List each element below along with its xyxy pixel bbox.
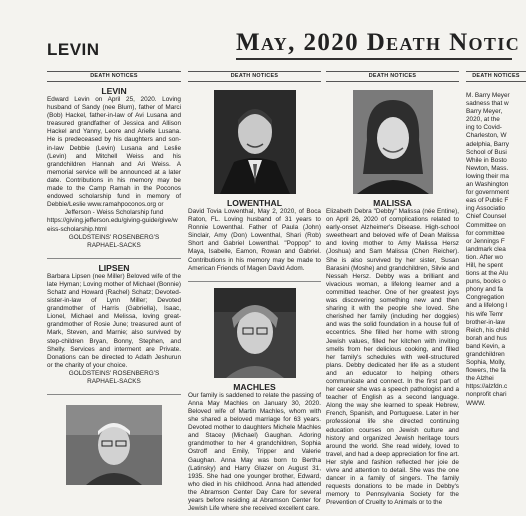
notice-name-maches: MACHLES — [233, 381, 276, 392]
page-title: May, 2020 Death Notic — [236, 29, 521, 56]
text-line: WWW. — [466, 399, 486, 407]
text-line: eas of Public F — [466, 197, 509, 205]
text-line: for government — [466, 189, 509, 197]
text-line: phony and fa — [466, 286, 503, 294]
divider — [188, 281, 321, 282]
notice-text-levin: Edward Levin on April 25, 2020. Loving husband of Sandy (nee Blum), father of Marci (Bob) Hackel, father-in-law of Avi Lusana and treasured grandfather of Jessica and Allison Hackel and Yanny, Leore and Arielle Lusana. He is predeceased by his daughters and son-in-law Debbie (Levin) Lusana and Leslie (Levin) and Mitchell Weiss and his grandchildren Hannah and Ari Weiss. A memorial service will be announced at a later date. Contributions in his memory may be made to the Camp Ramah in the Poconos endowed scholarship fund in memory of Debbie/Leslie www.ramahpoconos.org or — [47, 96, 181, 209]
text-line: M. Barry Meyer — [466, 92, 510, 99]
text-line: tions at the Alu — [466, 270, 508, 278]
text-line: tion. After wo — [466, 253, 503, 261]
text-line: and a lifelong l — [466, 302, 508, 310]
text-line: band Kevin, a — [466, 342, 506, 350]
column-4 — [466, 71, 526, 516]
title-rule — [236, 58, 512, 60]
text-line: borah and hus — [466, 334, 507, 342]
text-line: 2020, at the — [466, 116, 500, 124]
text-line: sadness that w — [466, 100, 509, 108]
section-label: LEVIN — [47, 40, 100, 59]
text-line: ing to Covid- — [466, 124, 502, 132]
notice-name-malissa: MALISSA — [373, 198, 412, 208]
text-line: Congregation — [466, 294, 505, 302]
column-header: DEATH NOTICES — [466, 71, 526, 82]
text-line: Chief Counsel — [466, 213, 507, 221]
column-header: DEATH NOTICES — [326, 71, 459, 82]
text-line: Hill, he spent — [466, 261, 503, 269]
text-line: School of Busi — [466, 148, 507, 156]
column-header: DEATH NOTICES — [47, 71, 181, 82]
text-line: Committee on — [466, 221, 506, 229]
text-line: puns, books o — [466, 278, 506, 286]
text-line: https://alzfdn.c — [466, 383, 508, 391]
text-line: an Washington — [466, 181, 509, 189]
text-line: lowing their ma — [466, 172, 509, 180]
text-line: his wife Temr — [466, 310, 504, 318]
notice-text-malissa: Elizabeth Debra "Debby" Malissa (née Entine), on April 26, 2020 of complications related to early-onset Alzheimer's Disease. High-school sweetheart and beloved wife of Dean Malissa and loving mother to Amy Malissa Hersz (Joshua) and Sam Malissa (Chen Reicher). She is also survived by her sister, Susan Barasini (Moshe) and grandchildren, Silvie and Nessah Hersz. Debby was a brilliant and vivacious woman, a lifelong learner and a committed teacher. One of her greatest joys was discovering something new and then sharing it with the people she loved. She cherished her family (including her doggies) and was the solid foundation in a house full of eccentrics. She filled her home with strong Jewish values, filled her kitchen with inviting smells from her delicious cooking, and filled her family's schedules with well-structured plans. Debby dedicated her life as a student and an educator to helping others communicate and connect. In the first part of her career she was a speech pathologist and a teacher of English as a second language. Along the way she learned to speak Hebrew, French, Spanish, and Portuguese. Later in her professional life she directed continuing education courses on Jewish culture and history and organized Jewish heritage tours around the world. She read widely, loved to travel, and had a deep appreciation for fine art. Her style and fashion reflected her joie de vivre and attention to detail. She was the one dancer in a family of singers. The family requests donations to be made in Debby's memory to Pennsylvania Society for the Prevention of Cruelty to Animals or to the — [326, 208, 459, 507]
text-line: Barry Meyer, — [466, 108, 503, 116]
notice-name-levin: LEVIN — [101, 86, 127, 96]
text-line: flowers, the fa — [466, 367, 506, 375]
text-line: Charleston, W — [466, 132, 507, 140]
text-line: landmark clea — [466, 245, 506, 253]
notice-name-lipsen: LIPSEN — [98, 262, 130, 273]
text-line: ing Associatio — [466, 205, 506, 213]
funeral-home: GOLDSTEINS' ROSENBERG'S — [68, 369, 160, 377]
text-line: Reich, his child — [466, 326, 509, 334]
text-line: Sophia, Molly, — [466, 359, 506, 367]
column-1 — [47, 71, 181, 516]
portrait-photo — [353, 90, 433, 194]
text-line: grandchildren — [466, 351, 505, 358]
funeral-home: GOLDSTEINS' ROSENBERG'S — [68, 233, 160, 241]
text-line: for committee — [466, 229, 505, 237]
funeral-home: RAPHAEL-SACKS — [87, 241, 141, 249]
funeral-home: RAPHAEL-SACKS — [87, 378, 141, 385]
portrait-photo — [66, 405, 162, 485]
portrait-photo — [214, 90, 296, 194]
notice-text-meyer — [466, 92, 526, 408]
text-line: nonprofit chari — [466, 391, 507, 399]
divider — [47, 394, 181, 395]
donation-link[interactable]: https://giving.jefferson.edu/giving-guide/give/weiss-scholarship.html — [47, 217, 178, 233]
text-line: Newton, Mass. — [466, 164, 509, 172]
portrait-photo — [214, 288, 296, 378]
column-3 — [326, 71, 459, 516]
text-line: While in Bosto — [466, 156, 507, 164]
column-2 — [188, 71, 321, 516]
notice-name-lowenthal: LOWENTHAL — [227, 198, 282, 208]
divider — [47, 258, 181, 259]
notice-text-lipsen: Barbara Lipsen (nee Miller) Beloved wife of the late Hyman; Loving mother of Michael (Bonnie) Schatz and Howard (Rachel) Schatz; Devoted-sister-in-law of Lynn Miller; Devoted grandmother of Harris (Gabriella), Isaac, Lionel, Michael and Melissa, loving great-grandmother of Rosie June; treasured aunt of Mark, Steven, and Marnie; also survived by step-children Bryan, Bonny, Stephen, and Shelly. Services and interment are Private. Donations can be directed to Adath Jeshurun or the charity of your choice. — [47, 272, 181, 369]
text-line: or Jennings F — [466, 237, 505, 245]
text-line: adelphia, Barry — [466, 140, 509, 148]
fund-name: Jefferson - Weiss Scholarship fund — [64, 209, 164, 217]
text-line: the Alzhei — [466, 375, 494, 383]
text-line: brother-in-law — [466, 318, 506, 326]
notice-text-lowenthal: David Tovia Lowenthal, May 2, 2020, of Boca Raton, FL. Loving husband of 31 years to Ronnie Lowenthal. Father of Paula (John) Sinclair, Amy (Don) Lowenthal, Shari (Rob) Short and Gabriel Lowenthal. "Poppop" to Maya, Isabelle, Eamon, Rowan and Gabriel. Contributions in his memory may be made to American Friends of Magen David Adom. — [188, 208, 321, 272]
notice-text-maches: Our family is saddened to relate the passing of Anna May Machles on January 30, 2020. Beloved wife of Martin Machles, whom with she shared a beloved marriage for 63 years. Devoted mother to daughters Michele Machles and Stacey (Michael) Gaughan. Adoring grandmother to her 4 grandchildren, Sophia Ostroff and Emily, Tripper and Valerie Gaughan. Anna May was born to Bertha (Latinsky) and Harry Glazer on August 31, 1935. She had one younger brother, Edward, who died in his childhood. Anna had attended the Abramson Center Day Care for several years before residing at Abramson Center for Jewish Life where she received excellent care. — [188, 391, 321, 513]
column-header: DEATH NOTICES — [188, 71, 321, 82]
